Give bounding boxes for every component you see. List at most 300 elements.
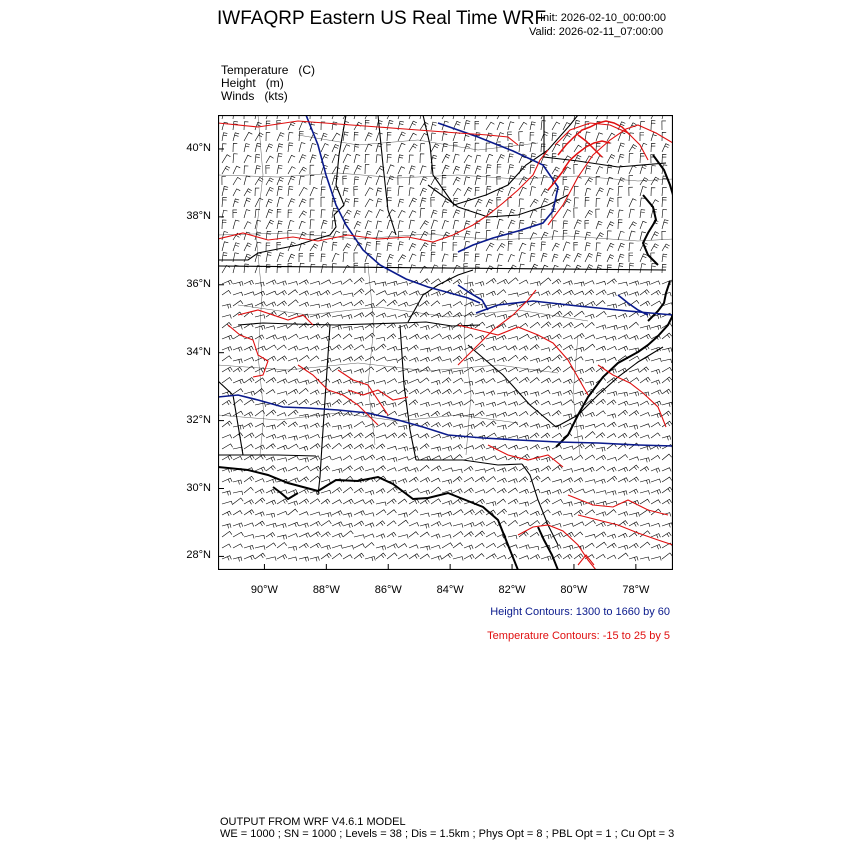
wind-barb — [464, 532, 474, 537]
wind-barb — [244, 391, 255, 395]
wind-barb — [453, 243, 457, 252]
wind-barb — [321, 379, 330, 383]
wind-barb — [662, 468, 671, 472]
wind-barb — [321, 423, 330, 428]
wind-barb — [387, 132, 392, 141]
wind-barb — [222, 155, 231, 163]
wind-barb — [398, 425, 407, 429]
wind-barb — [365, 491, 374, 496]
wind-barb — [310, 187, 318, 196]
weather-map — [218, 115, 673, 570]
wind-barb — [266, 165, 270, 174]
wind-barb — [629, 425, 638, 430]
wind-barb — [464, 554, 474, 559]
wind-barb — [255, 433, 264, 438]
wind-barb — [607, 555, 616, 559]
wind-barb — [365, 120, 369, 130]
wind-barb — [387, 421, 397, 427]
wind-barb — [376, 534, 385, 539]
wind-barb — [398, 231, 403, 240]
wind-barb — [266, 513, 275, 517]
wind-barb — [244, 198, 251, 207]
wind-barb — [277, 120, 281, 130]
wind-barb — [431, 513, 442, 517]
wind-barb — [398, 255, 406, 262]
wind-barb — [464, 252, 469, 262]
wind-barb — [222, 400, 231, 405]
wind-barb — [607, 231, 612, 240]
wind-barb — [277, 177, 284, 185]
wind-barb — [596, 447, 605, 451]
wind-barb — [387, 446, 397, 450]
wind-barb — [442, 553, 452, 559]
wind-barb — [508, 513, 518, 517]
wind-barb — [332, 145, 339, 153]
wind-barb — [574, 347, 584, 352]
wind-barb — [266, 523, 277, 527]
wind-barb — [651, 369, 660, 374]
wind-barb — [244, 523, 254, 527]
wind-barb — [475, 457, 486, 462]
wind-barb — [354, 187, 358, 196]
wind-barb — [277, 325, 288, 329]
wind-barb — [288, 132, 293, 141]
wind-barb — [442, 347, 452, 352]
wind-barb — [497, 164, 501, 174]
wind-barb — [376, 176, 383, 185]
wind-barb — [519, 143, 524, 152]
wind-barb — [662, 154, 666, 163]
wind-barb — [332, 399, 342, 405]
wind-barb — [640, 377, 650, 383]
wind-barb — [486, 199, 493, 207]
wind-barb — [244, 500, 254, 505]
wind-barb — [255, 220, 261, 229]
wind-barb — [431, 487, 441, 493]
wind-barb — [398, 433, 407, 438]
wind-barb — [541, 466, 551, 471]
wind-barb — [607, 346, 617, 350]
wind-barb — [596, 359, 606, 363]
wind-barb — [321, 346, 332, 351]
wind-barb — [563, 446, 573, 450]
wind-barb — [255, 445, 265, 450]
wind-barb — [354, 199, 358, 207]
wind-barb — [420, 252, 425, 262]
wind-barb — [288, 231, 292, 240]
wind-barb — [354, 544, 365, 548]
wind-barb — [541, 401, 550, 405]
wind-barb — [640, 178, 648, 185]
wind-barb — [552, 479, 562, 483]
wind-barb — [321, 264, 327, 273]
wind-barb — [299, 211, 307, 218]
wind-barb — [453, 254, 457, 262]
wind-barb — [585, 455, 595, 460]
wind-barb — [519, 423, 528, 428]
wind-barb — [651, 232, 659, 240]
wind-barb — [321, 242, 327, 252]
wind-barb — [662, 487, 672, 493]
wind-barb — [585, 359, 594, 363]
wind-barb — [277, 458, 287, 462]
wind-barb — [651, 380, 660, 385]
wind-barb — [321, 499, 330, 504]
wind-barb — [277, 499, 287, 504]
wind-barb — [519, 477, 528, 482]
wind-barb — [607, 198, 614, 207]
wind-barb — [629, 392, 639, 396]
wind-barb — [464, 302, 474, 307]
wind-barb — [321, 144, 329, 153]
wind-barb — [530, 410, 540, 416]
wind-barb — [365, 221, 372, 229]
wind-barb — [486, 456, 497, 460]
field-unit: (C) — [298, 63, 316, 77]
wind-barb — [288, 187, 293, 197]
wind-barb — [497, 412, 507, 417]
wind-barb — [299, 199, 306, 207]
wind-barb — [222, 177, 226, 186]
wind-barb — [277, 435, 286, 440]
wind-barb — [508, 122, 514, 130]
wind-barb — [277, 301, 287, 306]
wind-barb — [255, 302, 266, 307]
wind-barb — [541, 304, 551, 308]
wind-barb — [662, 389, 671, 394]
wind-barb — [453, 154, 459, 163]
wind-barb — [607, 434, 616, 438]
wind-barb — [387, 346, 397, 351]
wind-barb — [310, 512, 320, 516]
wind-barb — [486, 477, 496, 483]
wind-barb — [497, 478, 507, 483]
wind-barb — [321, 403, 331, 408]
wind-barb — [475, 531, 485, 537]
wind-barb — [585, 166, 591, 174]
wind-barb — [453, 188, 461, 196]
wind-barb — [530, 468, 539, 473]
wind-barb — [541, 315, 550, 320]
wind-barb — [321, 521, 331, 527]
wind-barb — [288, 389, 298, 394]
wind-barb — [233, 456, 242, 460]
wind-barb — [244, 510, 254, 515]
wind-barb — [475, 421, 485, 427]
wind-barb — [398, 513, 408, 518]
wind-barb — [299, 499, 309, 504]
wind-barb — [486, 543, 496, 548]
wind-barb — [310, 346, 319, 351]
wind-barb — [299, 263, 304, 273]
wind-barb — [475, 444, 485, 449]
wind-barb — [618, 197, 622, 207]
wind-barb — [299, 477, 309, 482]
wind-barb — [420, 465, 429, 471]
wind-barb — [640, 424, 650, 428]
wind-barb — [508, 337, 518, 341]
wind-barb — [651, 301, 662, 306]
wind-barb — [442, 535, 451, 539]
wind-barb — [321, 290, 330, 295]
wind-barb — [277, 421, 287, 427]
wind-barb — [552, 133, 557, 141]
wind-barb — [332, 511, 342, 516]
wind-barb — [398, 132, 406, 141]
wind-barb — [365, 304, 375, 309]
wind-barb — [464, 391, 474, 395]
wind-barb — [519, 243, 526, 251]
wind-barb — [453, 302, 462, 307]
wind-barb — [266, 243, 270, 251]
wind-barb — [409, 133, 417, 141]
wind-barb — [222, 491, 231, 496]
wind-barb — [398, 211, 405, 219]
wind-barb — [585, 443, 595, 449]
wind-barb — [662, 367, 672, 372]
wind-barb — [464, 165, 471, 174]
wind-barb — [310, 253, 314, 262]
wind-barb — [409, 244, 416, 252]
wind-barb — [310, 264, 315, 273]
wind-barb — [618, 401, 628, 406]
wind-barb — [244, 144, 250, 152]
wind-barb — [376, 466, 386, 471]
wind-barb — [244, 412, 253, 417]
wind-barb — [530, 546, 539, 550]
wind-barb — [365, 357, 375, 361]
wind-barb — [563, 311, 573, 317]
wind-barb — [299, 466, 309, 471]
wind-barb — [233, 292, 243, 296]
wind-barb — [519, 334, 529, 339]
wind-barb — [233, 557, 242, 562]
wind-barb — [332, 264, 337, 273]
wind-barb — [486, 421, 496, 427]
wind-barb — [629, 522, 638, 527]
wind-barb — [629, 489, 638, 494]
wind-barb — [442, 221, 449, 230]
wind-barb — [343, 370, 352, 374]
wind-barb — [244, 222, 251, 229]
wind-barb — [420, 221, 429, 229]
wind-barb — [365, 455, 375, 460]
wind-barb — [387, 243, 392, 251]
wind-barb — [332, 133, 340, 141]
wind-barb — [662, 532, 671, 537]
wind-barb — [244, 292, 254, 296]
wind-barb — [640, 290, 649, 295]
wind-barb — [464, 466, 473, 471]
wind-barb — [332, 500, 342, 504]
wind-barb — [299, 221, 306, 229]
wind-barb — [398, 499, 407, 504]
wind-barb — [508, 198, 512, 207]
temperature-contour-legend: Temperature Contours: -15 to 25 by 5 — [487, 630, 670, 642]
wind-barb — [365, 513, 374, 517]
field-unit: (kts) — [264, 89, 288, 103]
wind-barb — [354, 177, 359, 185]
wind-barb — [475, 155, 481, 163]
wind-barb — [277, 165, 283, 174]
wind-barb — [651, 390, 662, 395]
wind-barb — [607, 222, 614, 229]
wind-barb — [541, 175, 548, 185]
wind-barb — [387, 359, 398, 363]
wind-barb — [618, 491, 627, 496]
wind-barb — [310, 314, 320, 319]
wind-barb — [233, 122, 238, 131]
wind-barb — [266, 479, 276, 484]
wind-barb — [244, 378, 254, 384]
wind-barb — [233, 133, 239, 141]
wind-barb — [486, 165, 491, 174]
wind-barb — [519, 556, 529, 560]
wind-barb — [662, 197, 667, 207]
wind-barb — [508, 390, 518, 395]
wind-barb — [486, 414, 496, 419]
wind-barb — [530, 282, 541, 286]
wind-barb — [420, 444, 429, 449]
wind-barb — [277, 392, 287, 396]
wind-barb — [255, 512, 264, 517]
wind-barb — [574, 164, 578, 174]
wind-barb — [552, 231, 558, 240]
wind-barb — [596, 542, 607, 548]
wind-barb — [530, 187, 536, 196]
wind-barb — [563, 210, 571, 219]
wind-barb — [651, 177, 659, 185]
wind-barb — [431, 313, 441, 318]
wind-barb — [244, 243, 252, 251]
wind-barb — [585, 301, 595, 306]
wind-barb — [409, 477, 418, 482]
wind-barb — [574, 282, 584, 286]
wind-barb — [310, 466, 320, 471]
wind-barb — [233, 347, 242, 352]
wind-barb — [541, 357, 551, 362]
wind-barb — [475, 254, 480, 262]
wind-barb — [541, 447, 550, 452]
wind-barb — [519, 435, 529, 440]
wind-barb — [420, 554, 430, 559]
wind-barb — [387, 532, 396, 537]
wind-barb — [277, 555, 287, 560]
wind-barb — [497, 499, 506, 504]
wind-barb — [585, 221, 589, 229]
wind-barb — [585, 314, 594, 319]
wind-barb — [244, 210, 250, 218]
wind-barb — [475, 477, 485, 482]
wind-barb — [629, 378, 639, 383]
wind-barb — [288, 557, 297, 561]
wind-barb — [387, 334, 396, 339]
wind-barb — [255, 198, 263, 207]
wind-barb — [596, 281, 606, 285]
wind-barb — [640, 254, 647, 262]
wind-barb — [288, 346, 298, 351]
wind-barb — [376, 510, 386, 515]
wind-barb — [574, 242, 578, 251]
wind-barb — [530, 400, 539, 405]
wind-barb — [442, 501, 452, 506]
wind-barb — [310, 423, 320, 428]
wind-barb — [310, 291, 321, 296]
wind-barb — [497, 468, 506, 473]
wind-barb — [288, 401, 298, 405]
wind-barb — [409, 358, 419, 363]
wind-barb — [277, 543, 287, 549]
wind-barb — [288, 143, 293, 152]
wind-barb — [530, 322, 540, 328]
wind-barb — [464, 282, 473, 286]
height-contour-legend: Height Contours: 1300 to 1660 by 60 — [490, 606, 670, 618]
wind-barb — [409, 211, 416, 218]
wind-barb — [431, 456, 441, 460]
wind-barb — [321, 177, 326, 185]
wind-barb — [640, 523, 650, 527]
wind-barb — [365, 403, 375, 407]
wind-barb — [552, 167, 560, 174]
valid-time: Valid: 2026-02-11_07:00:00 — [529, 26, 664, 38]
wind-barb — [266, 434, 276, 439]
wind-barb — [541, 378, 551, 383]
wind-barb — [574, 425, 584, 429]
wind-barb — [354, 144, 359, 152]
wind-barb — [486, 143, 490, 152]
wind-barb — [431, 411, 440, 416]
wind-barb — [354, 326, 364, 330]
wind-barb — [596, 423, 605, 427]
wind-barb — [552, 355, 562, 361]
wind-barb — [431, 243, 436, 251]
wind-barb — [343, 315, 352, 320]
wind-barb — [376, 502, 386, 506]
wind-barb — [651, 479, 661, 483]
wind-barb — [222, 435, 232, 439]
wind-barb — [310, 335, 320, 340]
wind-barb — [618, 433, 627, 438]
wind-barb — [618, 467, 628, 472]
wind-barb — [288, 322, 298, 328]
wind-barb — [497, 346, 508, 350]
wind-barb — [431, 380, 440, 385]
wind-barb — [233, 199, 239, 207]
wind-barb — [607, 543, 616, 548]
wind-barb — [431, 122, 437, 130]
wind-barb — [354, 289, 364, 295]
wind-barb — [409, 389, 419, 394]
wind-barb — [321, 187, 326, 196]
wind-barb — [497, 122, 504, 130]
wind-barb — [420, 499, 430, 504]
wind-barb — [552, 465, 562, 471]
wind-barb — [409, 144, 417, 152]
field-unit: (m) — [265, 76, 284, 90]
wind-barb — [662, 377, 672, 383]
wind-barb — [519, 323, 528, 328]
wind-barb — [387, 281, 397, 286]
wind-barb — [486, 291, 496, 296]
wind-barb — [585, 520, 596, 526]
wind-barb — [365, 289, 375, 295]
wind-barb — [277, 468, 287, 473]
wind-barb — [299, 489, 309, 494]
wind-barb — [607, 534, 616, 539]
wind-barb — [475, 522, 485, 527]
wind-barb — [222, 478, 232, 483]
wind-barb — [343, 345, 353, 351]
